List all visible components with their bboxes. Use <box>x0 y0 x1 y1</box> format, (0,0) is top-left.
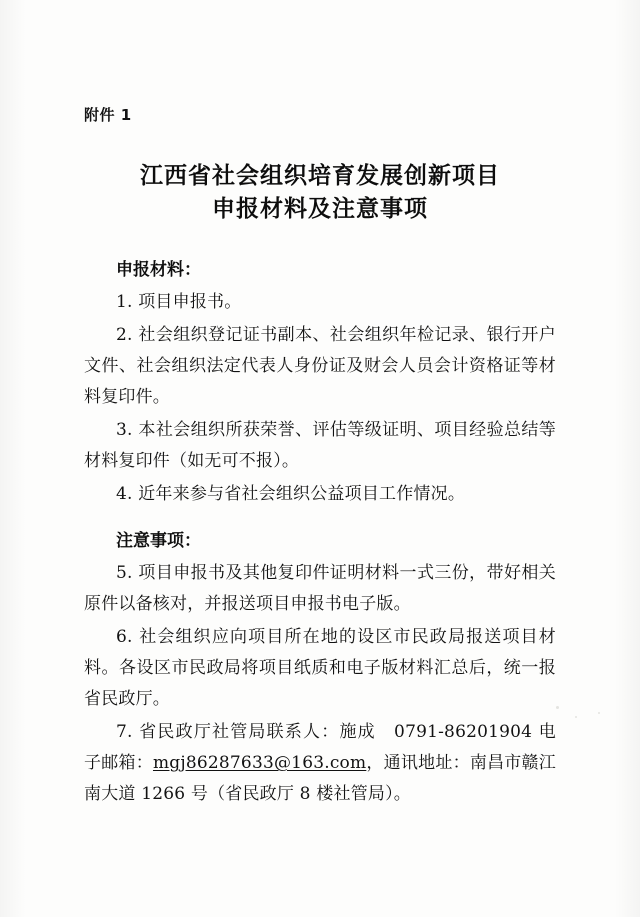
title-line-2: 申报材料及注意事项 <box>212 195 428 222</box>
attachment-label: 附件 1 <box>84 106 132 124</box>
contact-email-link[interactable]: mgj86287633@163.com <box>152 753 367 773</box>
list-item: 4. 近年来参与省社会组织公益项目工作情况。 <box>116 484 466 504</box>
section-heading-application-materials: 申报材料： <box>116 260 201 280</box>
page-edge-shadow-left <box>0 0 26 917</box>
list-item: 2. 社会组织登记证书副本、社会组织年检记录、银行开户文件、社会组织法定代表人身份证及财会人员会计资格证等材料复印件。 <box>84 325 556 407</box>
list-item: 5. 项目申报书及其他复印件证明材料一式三份，带好相关原件以备核对，并报送项目申报书电子版。 <box>84 563 556 614</box>
title-line-1: 江西省社会组织培育发展创新项目 <box>140 162 500 189</box>
scan-speck <box>598 712 600 714</box>
list-item: 3. 本社会组织所获荣誉、评估等级证明、项目经验总结等材料复印件（如无可不报）。 <box>84 420 556 471</box>
contact-prefix: 7. 省民政厅社管局联系人：施成 0791-86201904 电子邮箱： <box>84 722 556 773</box>
list-item: 1. 项目申报书。 <box>116 292 242 312</box>
list-item: 6. 社会组织应向项目所在地的设区市民政局报送项目材料。各设区市民政局将项目纸质和电子版材料汇总后，统一报省民政厅。 <box>84 627 556 709</box>
document-title <box>105 159 535 225</box>
scan-speck <box>575 716 577 718</box>
page-edge-shadow-right <box>614 0 640 917</box>
contact-suffix: ，通讯地址：南昌市赣江南大道 1266 号（省民政厅 8 楼社管局）。 <box>84 753 556 804</box>
document-body <box>84 104 556 810</box>
scan-speck <box>556 706 559 709</box>
section-heading-notes: 注意事项： <box>116 531 201 551</box>
contact-paragraph <box>84 717 556 810</box>
